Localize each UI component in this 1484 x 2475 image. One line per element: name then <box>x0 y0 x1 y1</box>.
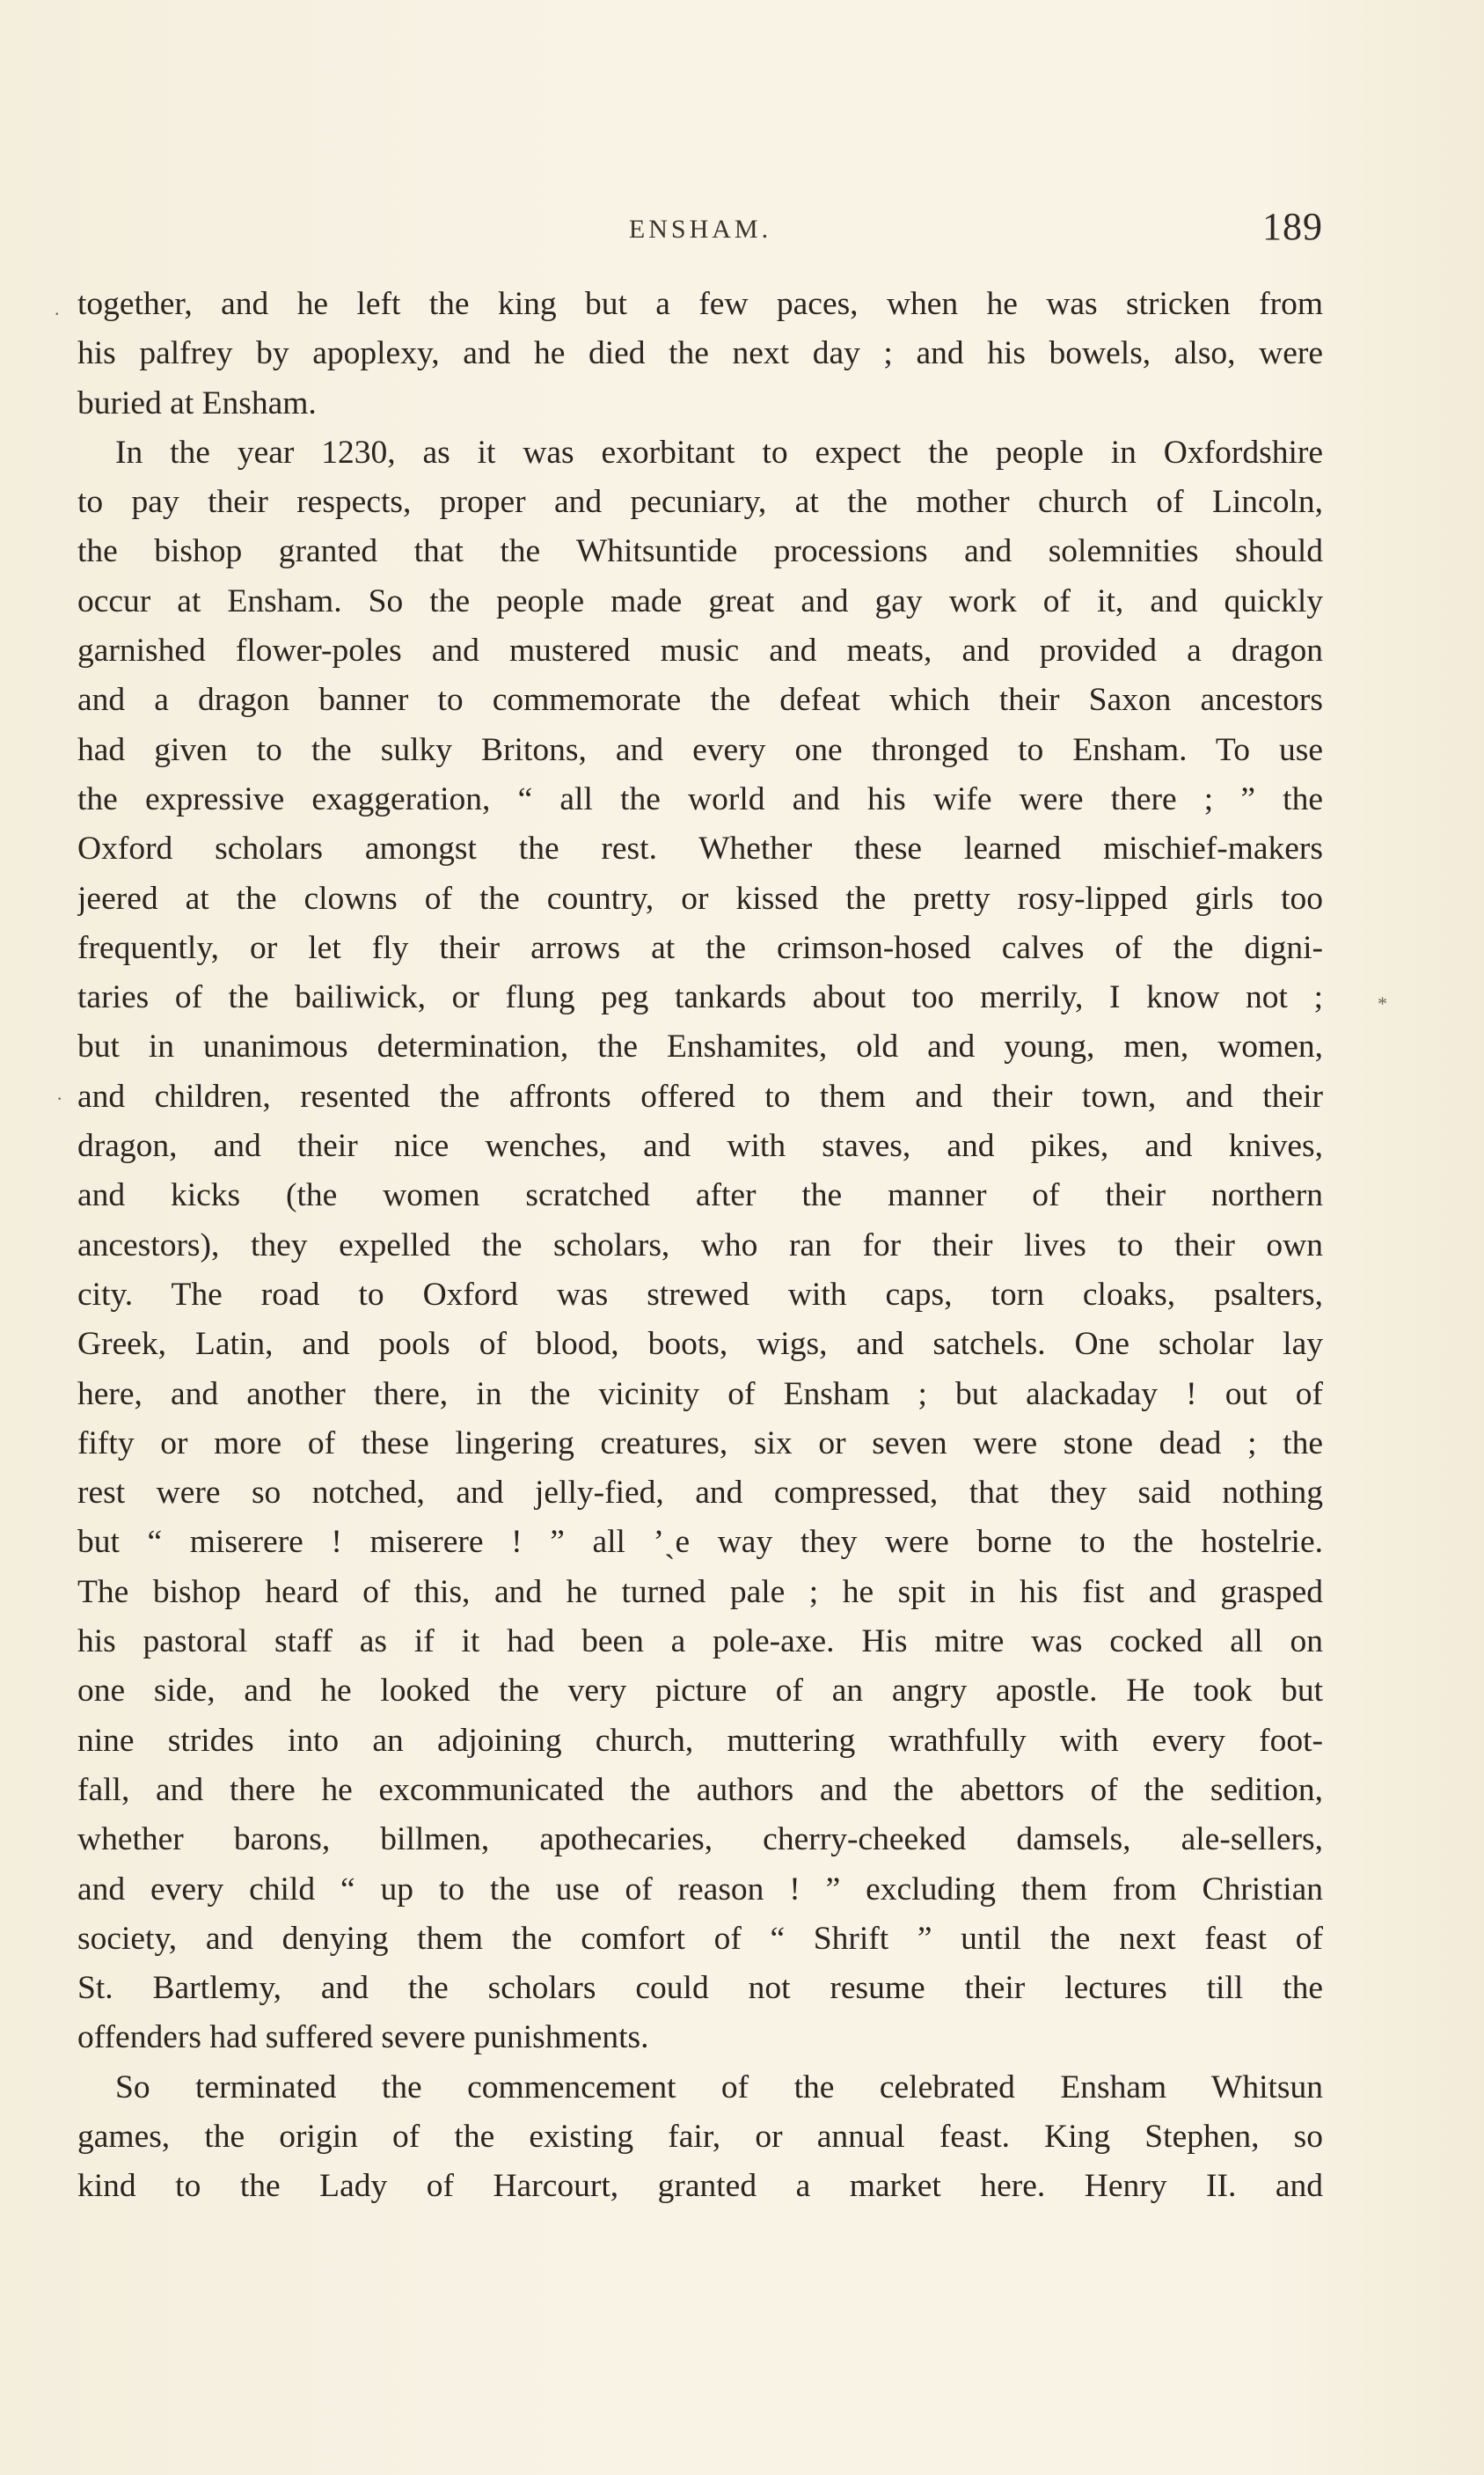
margin-speck: · <box>56 1087 63 1109</box>
text-line: dragon, and their nice wenches, and with staves, and pikes, and knives, <box>77 1128 1323 1165</box>
text-line: Oxford scholars amongst the rest. Whether these learned mischief-makers <box>77 831 1323 868</box>
text-line: games, the origin of the existing fair, or annual feast. King Stephen, so <box>77 2118 1323 2155</box>
text-line: but in unanimous determination, the Enshamites, old and young, men, women, <box>77 1029 1323 1065</box>
text-line: fifty or more of these lingering creatures, six or seven were stone dead ; the <box>77 1424 1323 1461</box>
text-line: ancestors), they expelled the scholars, who ran for their lives to their own <box>77 1227 1323 1263</box>
text-line: city. The road to Oxford was strewed with caps, torn cloaks, psalters, <box>77 1276 1323 1313</box>
running-head <box>77 204 1323 257</box>
text-line: his palfrey by apoplexy, and he died the next day ; and his bowels, also, were <box>77 335 1323 372</box>
text-line: whether barons, billmen, apothecaries, cherry-cheeked damsels, ale-sellers, <box>77 1821 1323 1858</box>
text-line: taries of the bailiwick, or flung peg tankards about too merrily, I know not ; <box>77 979 1323 1016</box>
text-line: buried at Ensham. <box>77 384 317 421</box>
text-line: and a dragon banner to commemorate the defeat which their Saxon ancestors <box>77 682 1323 719</box>
text-line: rest were so notched, and jelly-fied, and compressed, that they said nothing <box>77 1475 1323 1512</box>
text-line: Greek, Latin, and pools of blood, boots, wigs, and satchels. One scholar lay <box>77 1326 1323 1363</box>
text-line: frequently, or let fly their arrows at the crimson-hosed calves of the digni- <box>77 929 1323 966</box>
text-line: St. Bartlemy, and the scholars could not resume their lectures till the <box>77 1970 1323 2007</box>
text-line: the expressive exaggeration, “ all the world and his wife were there ; ” the <box>77 780 1323 817</box>
text-line: had given to the sulky Britons, and every one thronged to Ensham. To use <box>77 731 1323 768</box>
text-line: garnished flower-poles and mustered music and meats, and provided a dragon <box>77 633 1323 670</box>
text-line: here, and another there, in the vicinity of Ensham ; but alackaday ! out of <box>77 1375 1323 1412</box>
text-line: and kicks (the women scratched after the manner of their northern <box>77 1177 1323 1214</box>
text-line: society, and denying them the comfort of “ Shrift ” until the next feast of <box>77 1920 1323 1957</box>
text-line: kind to the Lady of Harcourt, granted a market here. Henry II. and <box>77 2168 1323 2205</box>
paragraph-start-line: In the year 1230, as it was exorbitant to expect the people in Oxfordshire <box>115 434 1323 471</box>
text-line: offenders had suffered severe punishments. <box>77 2019 649 2056</box>
text-line: and children, resented the affronts offered to them and their town, and their <box>77 1078 1323 1115</box>
text-line: occur at Ensham. So the people made great and gay work of it, and quickly <box>77 582 1323 619</box>
text-line: his pastoral staff as if it had been a pole-axe. His mitre was cocked all on <box>77 1623 1323 1660</box>
text-line: together, and he left the king but a few paces, when he was stricken from <box>77 286 1323 322</box>
text-line: and every child “ up to the use of reason ! ” excluding them from Christian <box>77 1871 1323 1908</box>
paragraph-start-line: So terminated the commencement of the celebrated Ensham Whitsun <box>115 2069 1323 2105</box>
text-line: jeered at the clowns of the country, or kissed the pretty rosy-lipped girls too <box>77 880 1323 917</box>
text-line: the bishop granted that the Whitsuntide processions and solemnities should <box>77 533 1323 570</box>
text-line: to pay their respects, proper and pecuniary, at the mother church of Lincoln, <box>77 484 1323 521</box>
text-line: fall, and there he excommunicated the authors and the abettors of the sedition, <box>77 1771 1323 1808</box>
text-line: nine strides into an adjoining church, muttering wrathfully with every foot- <box>77 1722 1323 1759</box>
text-line: The bishop heard of this, and he turned pale ; he spit in his fist and grasped <box>77 1573 1323 1610</box>
margin-speck: . <box>55 297 60 319</box>
body-text <box>77 280 1323 2212</box>
running-title: ENSHAM. <box>628 215 772 244</box>
margin-speck: * <box>1378 992 1387 1014</box>
text-line: one side, and he looked the very picture of an angry apostle. He took but <box>77 1673 1323 1710</box>
page-number: 189 <box>1262 205 1323 248</box>
text-line: but “ miserere ! miserere ! ” all ʼˎе way they were borne to the hostelrie. <box>77 1524 1323 1561</box>
